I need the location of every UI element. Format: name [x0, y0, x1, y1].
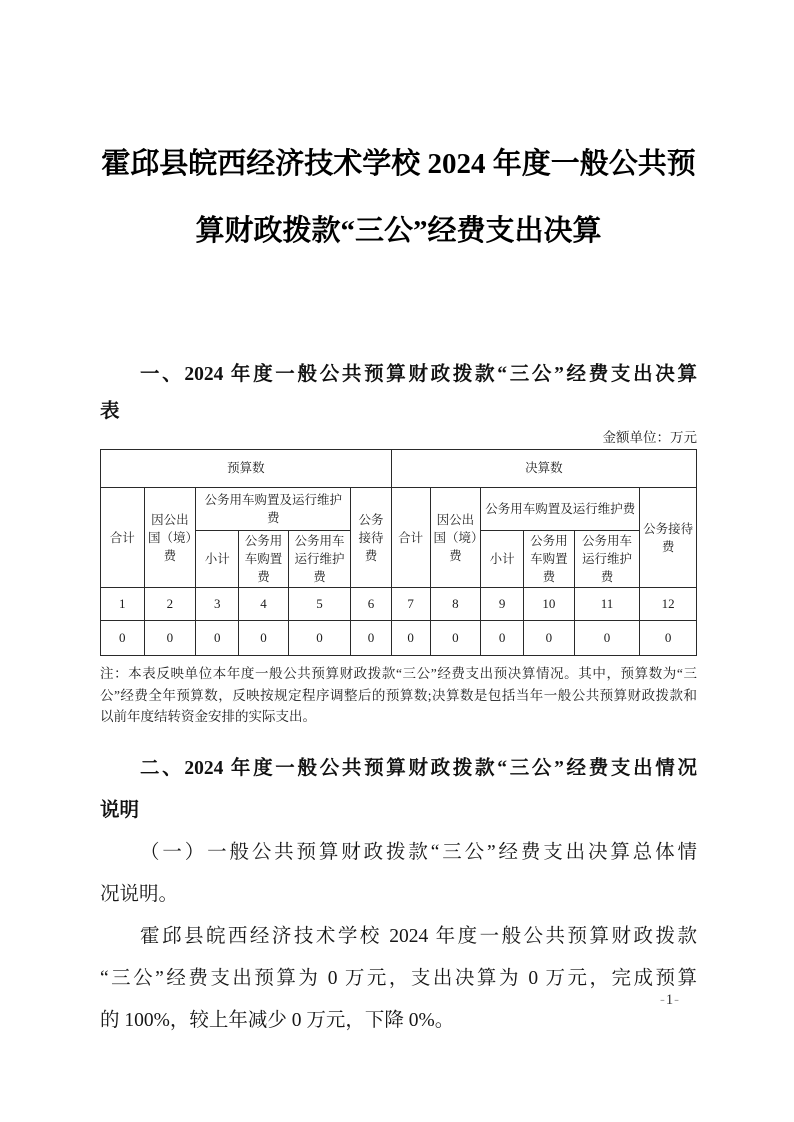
- section2-subheading-line-1: （一）一般公共预算财政拨款“三公”经费支出决算总体情: [139, 841, 697, 863]
- section1-heading-line-1: 一、2024 年度一般公共预算财政拨款“三公”经费支出决算: [139, 364, 697, 385]
- table-group-header-row: [101, 450, 697, 488]
- final-col-reception: 公务接待费: [640, 488, 697, 588]
- table-header-row: [101, 488, 697, 531]
- section2-heading-line-1: 二、2024 年度一般公共预算财政拨款“三公”经费支出情况: [139, 757, 697, 779]
- budget-col-total: 合计: [101, 488, 145, 588]
- index-cell: 12: [640, 588, 697, 621]
- section2-subheading: [100, 832, 697, 916]
- table-index-row: [101, 588, 697, 621]
- final-col-vehicle-purchase: 公务用车购置费: [524, 531, 575, 588]
- table-value-row: [101, 621, 697, 656]
- document-title-line-2: 算财政拨款“三公”经费支出决算: [195, 215, 602, 247]
- value-cell: 0: [196, 621, 239, 656]
- final-col-vehicle-maintenance: 公务用车运行维护费: [574, 531, 640, 588]
- value-cell: 0: [351, 621, 392, 656]
- table-note-line-2: 公”经费全年预算数，反映按规定程序调整后的预算数;决算数是包括当年一般公共预算财政拨款和: [100, 687, 697, 703]
- three-public-expense-table: [100, 449, 697, 656]
- section2-paragraph: [100, 916, 697, 1042]
- value-cell: 0: [524, 621, 575, 656]
- index-cell: 4: [239, 588, 288, 621]
- document-title-line-1: 霍邱县皖西经济技术学校 2024 年度一般公共预: [101, 148, 696, 180]
- index-cell: 8: [430, 588, 481, 621]
- final-col-vehicle-subtotal: 小计: [481, 531, 524, 588]
- budget-col-vehicle-maintenance: 公务用车运行维护费: [288, 531, 351, 588]
- final-col-vehicle-group: 公务用车购置及运行维护费: [481, 488, 640, 531]
- index-cell: 7: [391, 588, 430, 621]
- index-cell: 6: [351, 588, 392, 621]
- index-cell: 10: [524, 588, 575, 621]
- budget-col-reception: 公务接待费: [351, 488, 392, 588]
- section2-subheading-line-2: 况说明。: [100, 883, 179, 905]
- budget-col-abroad: 因公出国（境）费: [144, 488, 196, 588]
- final-col-abroad: 因公出国（境）费: [430, 488, 481, 588]
- index-cell: 9: [481, 588, 524, 621]
- budget-col-vehicle-subtotal: 小计: [196, 531, 239, 588]
- document-title: [100, 146, 697, 250]
- value-cell: 0: [574, 621, 640, 656]
- index-cell: 5: [288, 588, 351, 621]
- page-number-dash-left: -: [660, 992, 666, 1008]
- value-cell: 0: [391, 621, 430, 656]
- index-cell: 11: [574, 588, 640, 621]
- table-note-line-3: 以前年度结转资金安排的实际支出。: [100, 709, 316, 725]
- section2-heading-line-2: 说明: [100, 799, 140, 821]
- final-col-total: 合计: [391, 488, 430, 588]
- section2-heading: [100, 748, 697, 832]
- index-cell: 1: [101, 588, 145, 621]
- page-number: [630, 992, 710, 1009]
- section1-heading-line-2: 表: [100, 401, 120, 422]
- section2-paragraph-line-2: “三公”经费支出预算为 0 万元，支出决算为 0 万元，完成预算: [100, 967, 697, 989]
- value-cell: 0: [481, 621, 524, 656]
- section1-heading: [100, 354, 697, 428]
- table-note: [100, 663, 697, 728]
- value-cell: 0: [288, 621, 351, 656]
- amount-unit-label: 金额单位：万元: [602, 430, 697, 445]
- value-cell: 0: [430, 621, 481, 656]
- page-number-dash-right: -: [674, 992, 680, 1008]
- section2-paragraph-line-3: 的 100%，较上年减少 0 万元，下降 0%。: [100, 1009, 455, 1031]
- budget-col-vehicle-purchase: 公务用车购置费: [239, 531, 288, 588]
- page-number-value: 1: [665, 992, 675, 1008]
- section2-paragraph-line-1: 霍邱县皖西经济技术学校 2024 年度一般公共预算财政拨款: [139, 925, 697, 947]
- group-header-final: 决算数: [391, 450, 696, 488]
- group-header-budget: 预算数: [101, 450, 392, 488]
- budget-col-vehicle-group: 公务用车购置及运行维护费: [196, 488, 351, 531]
- index-cell: 3: [196, 588, 239, 621]
- table-note-line-1: 注：本表反映单位本年度一般公共预算财政拨款“三公”经费支出预决算情况。其中，预算数为“三: [100, 666, 697, 682]
- value-cell: 0: [144, 621, 196, 656]
- value-cell: 0: [101, 621, 145, 656]
- value-cell: 0: [239, 621, 288, 656]
- index-cell: 2: [144, 588, 196, 621]
- value-cell: 0: [640, 621, 697, 656]
